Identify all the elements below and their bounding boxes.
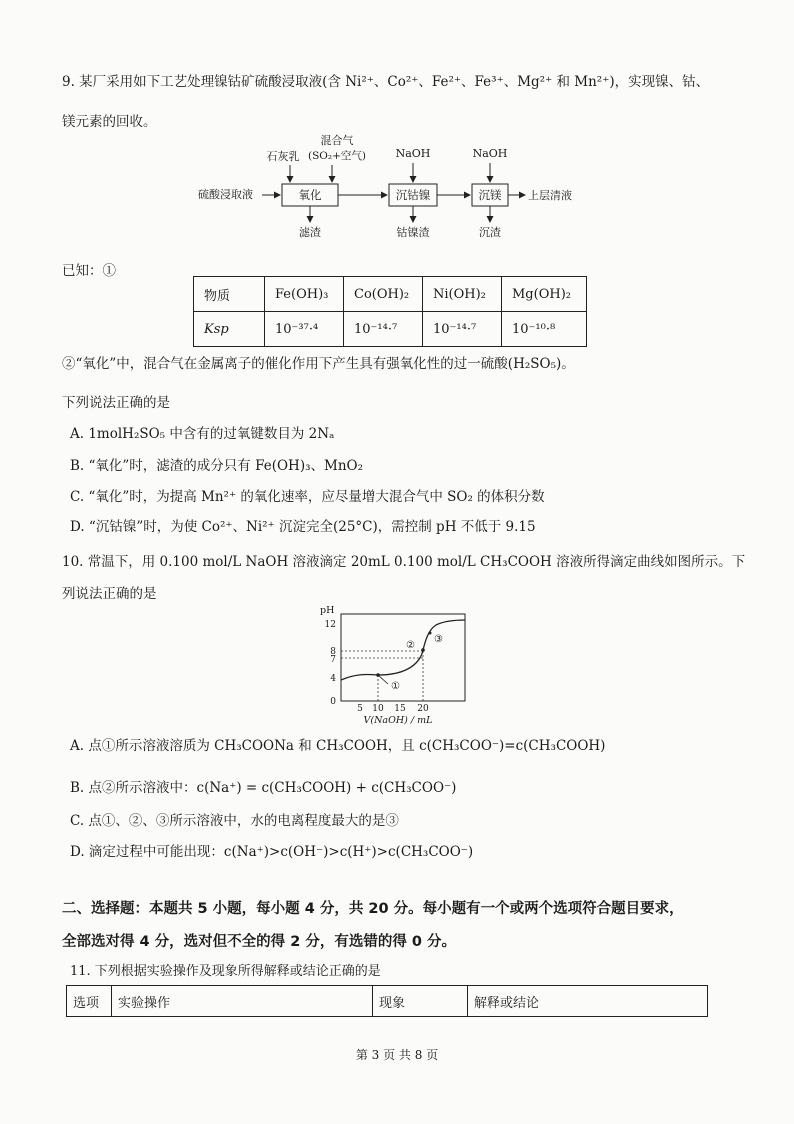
q10-option-b: B. 点②所示溶液中：c(Na⁺) = c(CH₃COOH) + c(CH₃COO⁻): [70, 780, 457, 796]
flow-reagent3: NaOH: [395, 147, 431, 160]
ksp-value-row: [194, 312, 587, 347]
ksp-value-cell: 10⁻³⁷·⁴: [265, 312, 344, 347]
ksp-row-label: Ksp: [194, 312, 265, 347]
q9-option-c: C. “氧化”时，为提高 Mn²⁺ 的氧化速率，应尽量增大混合气中 SO₂ 的体积分数: [70, 489, 545, 505]
q9-stem-line1: 9. 某厂采用如下工艺处理镍钴矿硫酸浸取液(含 Ni²⁺、Co²⁺、Fe²⁺、Fe³⁺、Mg²⁺ 和 Mn²⁺)，实现镍、钴、: [62, 74, 710, 90]
flow-box3-label: 沉镁: [478, 188, 502, 202]
point-2-label: ②: [406, 640, 415, 651]
flow-reagent1: 石灰乳: [266, 150, 300, 163]
process-flow-diagram: [180, 130, 600, 240]
flow-product: 上层清液: [528, 189, 572, 202]
known-label: 已知：①: [62, 263, 116, 279]
graph-ylabel: pH: [320, 605, 335, 616]
q10-option-c: C. 点①、②、③所示溶液中，水的电离程度最大的是③: [70, 813, 399, 829]
ksp-header-cell: 物质: [194, 277, 265, 312]
ksp-header-cell: Fe(OH)₃: [265, 277, 344, 312]
flow-reagent4: NaOH: [472, 147, 508, 160]
q9-stem-line2: 镁元素的回收。: [62, 114, 157, 130]
flow-feed: 硫酸浸取液: [198, 188, 253, 201]
flow-reagent2-line1: 混合气: [320, 134, 354, 147]
flow-reagent2-line2: (SO₂+空气): [307, 150, 367, 162]
q11-header-cell: 现象: [373, 986, 468, 1017]
flow-box1-label: 氧化: [298, 188, 322, 202]
q11-table: [66, 985, 708, 1017]
q9-option-a: A. 1molH₂SO₅ 中含有的过氧键数目为 2Nₐ: [70, 426, 335, 442]
titration-curve-graph: [310, 600, 470, 725]
ksp-table: [193, 276, 587, 347]
ksp-header-cell: Ni(OH)₂: [423, 277, 502, 312]
ytick-7: 7: [330, 655, 336, 665]
q10-option-d: D. 滴定过程中可能出现：c(Na⁺)>c(OH⁻)>c(H⁺)>c(CH₃COO⁻): [70, 844, 474, 860]
ksp-value-cell: 10⁻¹⁴·⁷: [344, 312, 423, 347]
ksp-header-cell: Co(OH)₂: [344, 277, 423, 312]
q10-stem-line2: 列说法正确的是: [62, 586, 157, 602]
ytick-0: 0: [330, 697, 336, 707]
xtick-5: 5: [357, 704, 363, 714]
point-3-label: ③: [434, 634, 443, 645]
flow-out3: 沉渣: [479, 226, 501, 239]
ksp-value-cell: 10⁻¹⁰·⁸: [502, 312, 587, 347]
q9-ask: 下列说法正确的是: [62, 395, 170, 411]
ksp-value-cell: 10⁻¹⁴·⁷: [423, 312, 502, 347]
graph-xlabel: V(NaOH) / mL: [363, 715, 433, 725]
section2-line1: 二、选择题：本题共 5 小题，每小题 4 分，共 20 分。每小题有一个或两个选项符合题目要求，: [62, 901, 684, 917]
ytick-12: 12: [324, 620, 336, 630]
ytick-8: 8: [330, 647, 336, 657]
flow-out1: 滤渣: [299, 226, 321, 239]
xtick-20: 20: [417, 704, 429, 714]
ytick-4: 4: [330, 674, 336, 684]
flow-out2: 钴镍渣: [396, 226, 430, 239]
section2-line2: 全部选对得 4 分，选对但不全的得 2 分，有选错的得 0 分。: [62, 934, 457, 950]
point-1-label: ①: [391, 681, 400, 692]
q10-stem-line1: 10. 常温下，用 0.100 mol/L NaOH 溶液滴定 20mL 0.100 mol/L CH₃COOH 溶液所得滴定曲线如图所示。下: [62, 554, 746, 570]
ksp-header-row: [194, 277, 587, 312]
flow-box2-label: 沉钴镍: [395, 188, 431, 202]
q9-option-b: B. “氧化”时，滤渣的成分只有 Fe(OH)₃、MnO₂: [70, 458, 363, 474]
q11-header-cell: 实验操作: [112, 986, 373, 1017]
q11-header-cell: 解释或结论: [468, 986, 708, 1017]
q11-header-cell: 选项: [67, 986, 112, 1017]
xtick-10: 10: [372, 704, 384, 714]
xtick-15: 15: [394, 704, 406, 714]
q10-option-a: A. 点①所示溶液溶质为 CH₃COONa 和 CH₃COOH，且 c(CH₃COO⁻)=c(CH₃COOH): [70, 738, 606, 754]
q11-table-header-row: [67, 986, 708, 1017]
q9-note2: ②“氧化”中，混合气在金属离子的催化作用下产生具有强氧化性的过一硫酸(H₂SO₅)。: [62, 356, 575, 372]
ksp-header-cell: Mg(OH)₂: [502, 277, 587, 312]
page-footer: 第 3 页 共 8 页: [355, 1048, 439, 1062]
q11-stem: 11. 下列根据实验操作及现象所得解释或结论正确的是: [70, 964, 381, 979]
q9-option-d: D. “沉钴镍”时，为使 Co²⁺、Ni²⁺ 沉淀完全(25°C)，需控制 pH 不低于 9.15: [70, 519, 536, 535]
